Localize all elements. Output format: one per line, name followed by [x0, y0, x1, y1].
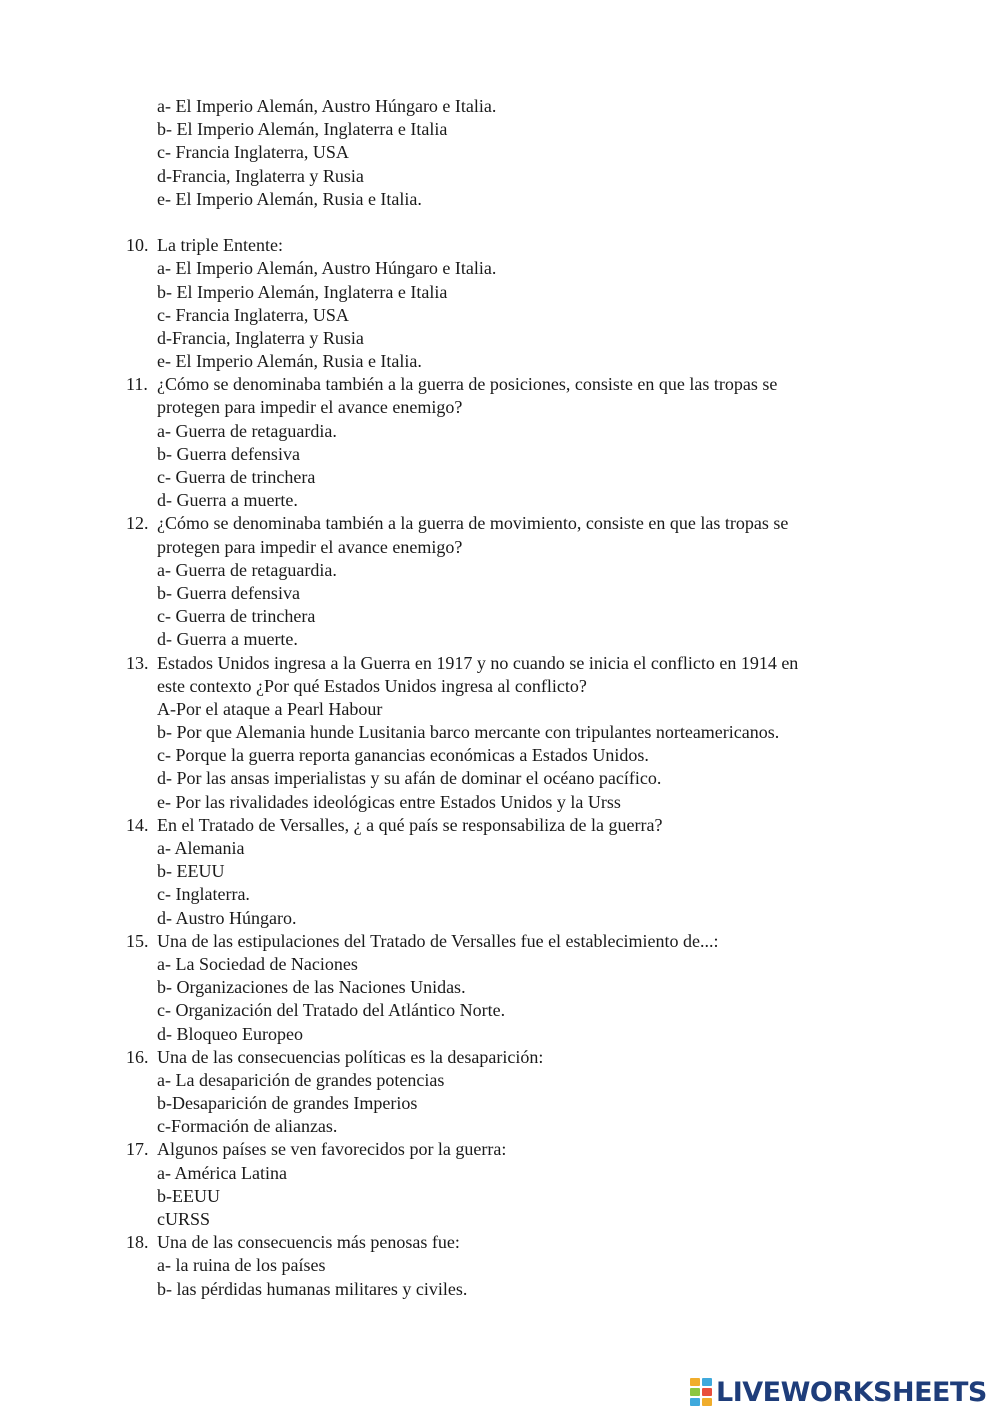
option-text: a- América Latina [157, 1162, 287, 1183]
logo-square [702, 1378, 712, 1386]
answer-option [0, 1185, 1000, 1208]
brand-name: LIVEWORKSHEETS [716, 1376, 987, 1408]
question-number: 15. [126, 930, 149, 951]
answer-option [0, 141, 1000, 164]
option-text: b- EEUU [157, 861, 225, 882]
answer-option [0, 489, 1000, 512]
option-text: a- Alemania [157, 838, 245, 858]
question-line [0, 1138, 1000, 1161]
option-text: c- Inglaterra. [157, 884, 250, 905]
question-number: 10. [126, 235, 149, 256]
question-line [0, 234, 1000, 257]
question-continuation [0, 396, 1000, 419]
answer-option [0, 999, 1000, 1022]
option-text: a- El Imperio Alemán, Austro Húngaro e Italia. [157, 96, 497, 116]
option-text: d- Por las ansas imperialistas y su afán de dominar el océano pacífico. [157, 768, 662, 789]
question-line [0, 373, 1000, 396]
answer-option [0, 165, 1000, 188]
answer-option [0, 907, 1000, 930]
answer-option [0, 721, 1000, 744]
question-text: protegen para impedir el avance enemigo? [157, 536, 463, 557]
liveworksheets-logo-icon [690, 1378, 712, 1406]
option-text: c- Porque la guerra reporta ganancias económicas a Estados Unidos. [157, 745, 649, 766]
question-continuation [0, 675, 1000, 698]
option-text: c- Francia Inglaterra, USA [157, 142, 349, 163]
option-text: d- Guerra a muerte. [157, 490, 298, 511]
option-text: c- Guerra de trinchera [157, 606, 316, 627]
option-text: d-Francia, Inglaterra y Rusia [157, 327, 364, 348]
answer-option [0, 95, 1000, 118]
answer-option [0, 1115, 1000, 1138]
option-text: c- Organización del Tratado del Atlántico Norte. [157, 1000, 506, 1021]
answer-option [0, 327, 1000, 350]
option-text: c- Francia Inglaterra, USA [157, 304, 349, 325]
answer-option [0, 1162, 1000, 1185]
option-text: a- La desaparición de grandes potencias [157, 1069, 445, 1090]
question-line [0, 814, 1000, 837]
question-number: 11. [126, 374, 148, 395]
answer-option [0, 883, 1000, 906]
answer-option [0, 281, 1000, 304]
option-text: c- Guerra de trinchera [157, 467, 316, 487]
blank-line [0, 211, 1000, 234]
question-text: protegen para impedir el avance enemigo? [157, 397, 463, 418]
answer-option [0, 1278, 1000, 1301]
answer-option [0, 605, 1000, 628]
option-text: b-EEUU [157, 1185, 220, 1206]
question-continuation [0, 536, 1000, 559]
answer-option [0, 860, 1000, 883]
logo-square [690, 1398, 700, 1406]
question-text: Una de las consecuencis más penosas fue: [157, 1232, 460, 1253]
question-text: este contexto ¿Por qué Estados Unidos ingresa al conflicto? [157, 675, 587, 696]
answer-option [0, 257, 1000, 280]
answer-option [0, 420, 1000, 443]
option-text: e- Por las rivalidades ideológicas entre Estados Unidos y la Urss [157, 791, 621, 812]
answer-option [0, 953, 1000, 976]
option-text: b- El Imperio Alemán, Inglaterra e Italia [157, 119, 448, 140]
question-number: 13. [126, 652, 149, 673]
answer-option [0, 188, 1000, 211]
answer-option [0, 1069, 1000, 1092]
answer-option [0, 304, 1000, 327]
question-line [0, 930, 1000, 953]
logo-square [690, 1378, 700, 1386]
question-number: 16. [126, 1046, 149, 1067]
question-number: 12. [126, 513, 149, 534]
question-text: ¿Cómo se denominaba también a la guerra de posiciones, consiste en que las tropas se [157, 374, 778, 395]
logo-square [690, 1388, 700, 1396]
question-text: La triple Entente: [157, 235, 283, 256]
answer-option [0, 1208, 1000, 1231]
question-text: En el Tratado de Versalles, ¿ a qué país se responsabiliza de la guerra? [157, 814, 663, 835]
answer-option [0, 698, 1000, 721]
answer-option [0, 837, 1000, 860]
answer-option [0, 118, 1000, 141]
option-text: a- El Imperio Alemán, Austro Húngaro e Italia. [157, 258, 497, 279]
option-text: a- Guerra de retaguardia. [157, 559, 337, 580]
option-text: b-Desaparición de grandes Imperios [157, 1093, 418, 1114]
option-text: A-Por el ataque a Pearl Habour [157, 698, 383, 719]
option-text: c-Formación de alianzas. [157, 1116, 338, 1137]
question-text: Algunos países se ven favorecidos por la guerra: [157, 1139, 507, 1160]
option-text: d- Guerra a muerte. [157, 629, 298, 650]
option-text: e- El Imperio Alemán, Rusia e Italia. [157, 188, 422, 209]
logo-square [702, 1398, 712, 1406]
question-line [0, 1231, 1000, 1254]
question-line [0, 1046, 1000, 1069]
option-text: d-Francia, Inglaterra y Rusia [157, 165, 364, 186]
answer-option [0, 582, 1000, 605]
liveworksheets-logo [690, 1376, 987, 1408]
question-text: Una de las consecuencias políticas es la desaparición: [157, 1046, 544, 1067]
option-text: b- El Imperio Alemán, Inglaterra e Italia [157, 281, 448, 302]
answer-option [0, 1092, 1000, 1115]
option-text: b- Guerra defensiva [157, 443, 300, 464]
option-text: b- Guerra defensiva [157, 582, 300, 603]
question-text: Una de las estipulaciones del Tratado de Versalles fue el establecimiento de...: [157, 930, 719, 951]
option-text: e- El Imperio Alemán, Rusia e Italia. [157, 351, 422, 372]
question-text: Estados Unidos ingresa a la Guerra en 1917 y no cuando se inicia el conflicto en 1914 en [157, 652, 799, 673]
answer-option [0, 443, 1000, 466]
answer-option [0, 744, 1000, 767]
option-text: d- Austro Húngaro. [157, 907, 297, 928]
question-text: ¿Cómo se denominaba también a la guerra de movimiento, consiste en que las tropas se [157, 513, 789, 534]
answer-option [0, 628, 1000, 651]
option-text: a- Guerra de retaguardia. [157, 420, 337, 441]
answer-option [0, 559, 1000, 582]
option-text: b- Por que Alemania hunde Lusitania barco mercante con tripulantes norteamericanos. [157, 722, 780, 743]
question-number: 18. [126, 1232, 149, 1253]
answer-option [0, 767, 1000, 790]
answer-option [0, 350, 1000, 373]
question-number: 17. [126, 1139, 149, 1160]
answer-option [0, 976, 1000, 999]
answer-option [0, 1023, 1000, 1046]
question-line [0, 652, 1000, 675]
option-text: a- La Sociedad de Naciones [157, 953, 358, 974]
answer-option [0, 791, 1000, 814]
worksheet-content [0, 95, 1000, 1301]
option-text: a- la ruina de los países [157, 1255, 326, 1276]
option-text: b- Organizaciones de las Naciones Unidas. [157, 977, 466, 998]
logo-square [702, 1388, 712, 1396]
option-text: d- Bloqueo Europeo [157, 1023, 303, 1044]
answer-option [0, 466, 1000, 489]
question-line [0, 512, 1000, 535]
question-number: 14. [126, 814, 149, 835]
option-text: cURSS [157, 1209, 211, 1229]
option-text: b- las pérdidas humanas militares y civiles. [157, 1278, 468, 1299]
answer-option [0, 1254, 1000, 1277]
